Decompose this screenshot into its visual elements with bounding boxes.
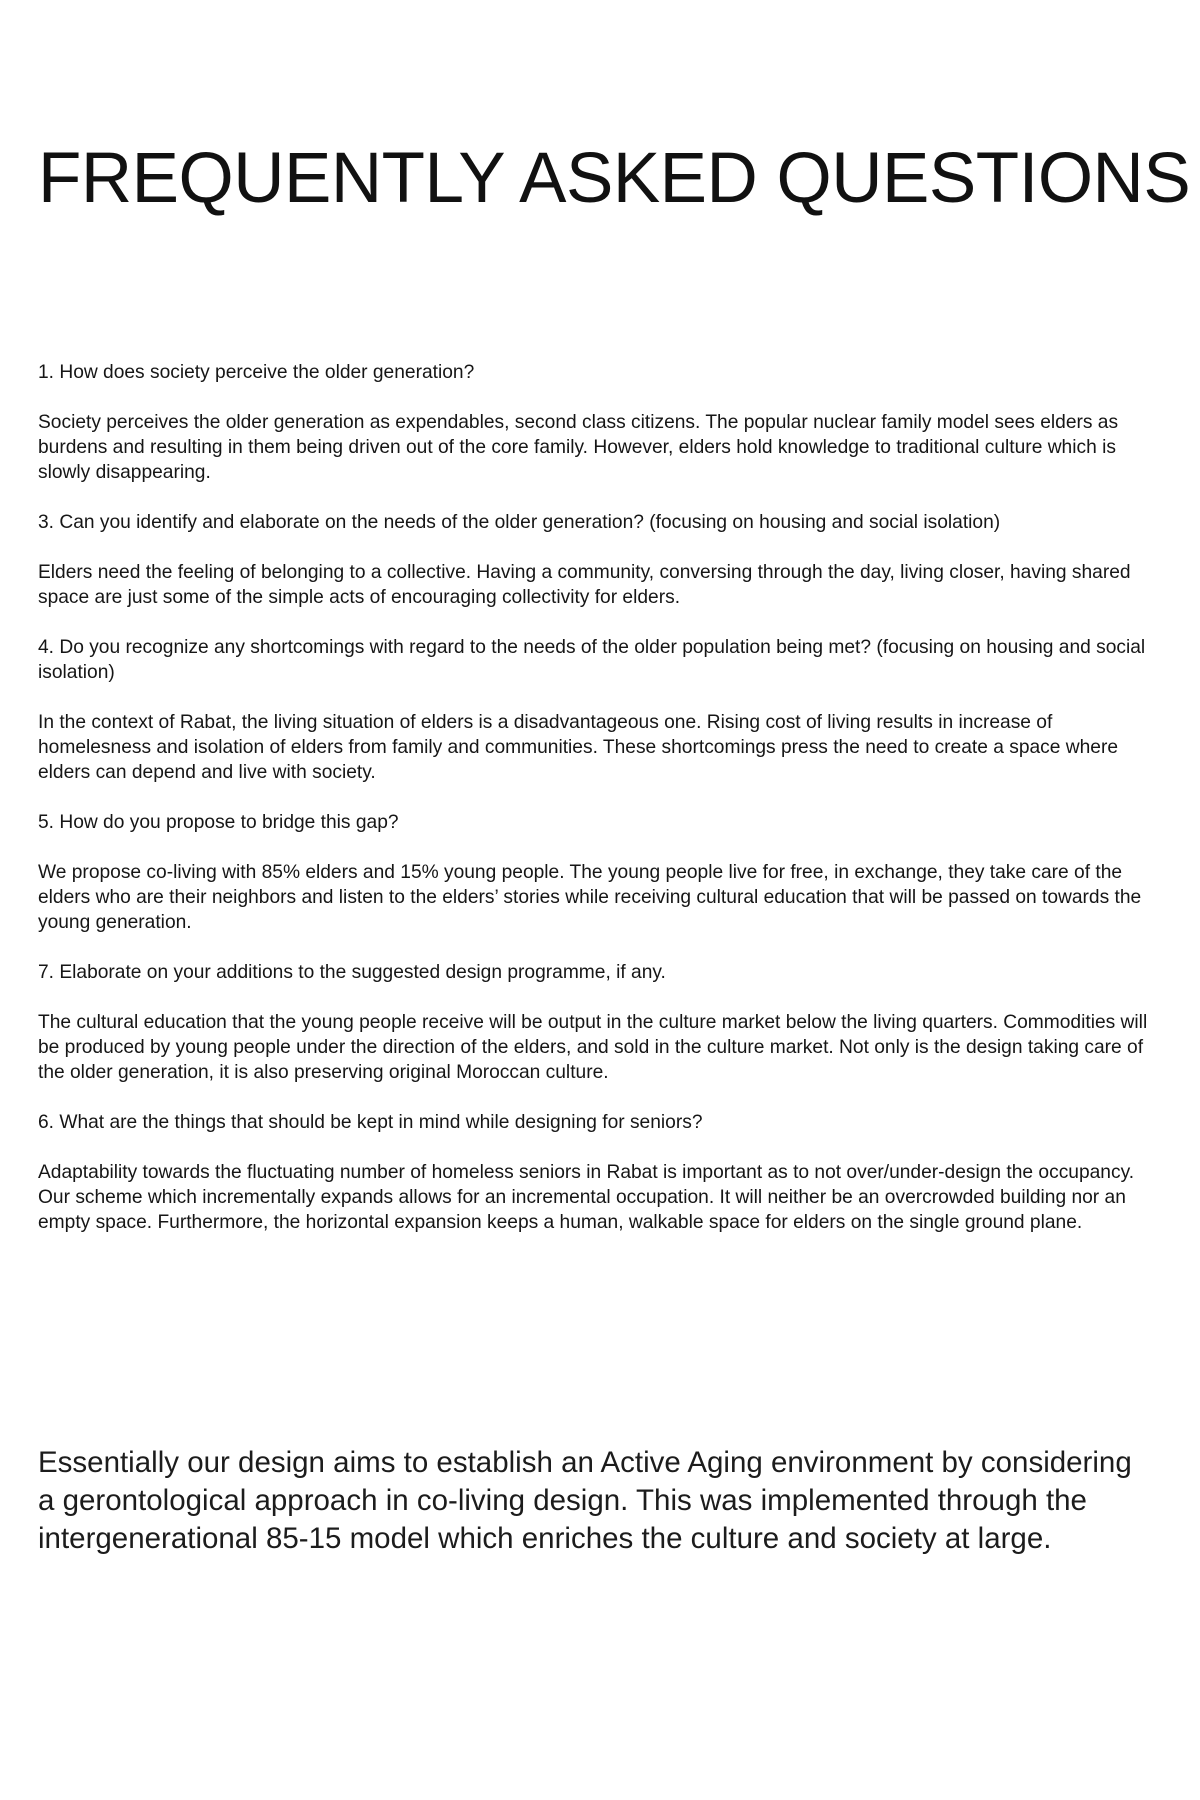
page-title: FREQUENTLY ASKED QUESTIONS [38, 139, 1191, 218]
faq-item [38, 510, 1168, 610]
faq-answer: Society perceives the older generation as expendables, second class citizens. The popular nuclear family model sees elders as burdens and resulting in them being driven out of the core family. However, elders hold knowledge to traditional culture which is slowly disappearing. [38, 412, 1119, 483]
faq-answer: Elders need the feeling of belonging to a collective. Having a community, conversing through the day, living closer, having shared space are just some of the simple acts of encouraging collectivity for elders. [38, 562, 1131, 608]
faq-item [38, 960, 1168, 1085]
faq-answer: The cultural education that the young people receive will be output in the culture market below the living quarters. Commodities will be produced by young people under the direction of the elders, and sold in the culture market. Not only is the design taking care of the older generation, it is also preserving original Moroccan culture. [38, 1012, 1148, 1083]
faq-answer: We propose co-living with 85% elders and 15% young people. The young people live for free, in exchange, they take care of the elders who are their neighbors and listen to the elders’ stories while receiving cultural education that will be passed on towards the young generation. [38, 862, 1142, 933]
faq-question: 7. Elaborate on your additions to the suggested design programme, if any. [38, 962, 666, 983]
faq-question: 1. How does society perceive the older generation? [38, 362, 475, 383]
closing-statement: Essentially our design aims to establish an Active Aging environment by considering a gerontological approach in co-living design. This was implemented through the intergenerational 85-15 model which enriches the culture and society at large. [38, 1446, 1132, 1555]
faq-answer: In the context of Rabat, the living situation of elders is a disadvantageous one. Rising cost of living results in increase of homelesness and isolation of elders from family and communities. These shortcomings press the need to create a space where elders can depend and live with society. [38, 712, 1119, 783]
faq-question: 5. How do you propose to bridge this gap? [38, 812, 399, 833]
faq-item [38, 1110, 1168, 1235]
faq-item [38, 810, 1168, 935]
faq-question: 4. Do you recognize any shortcomings with regard to the needs of the older population being met? (focusing on housing and social isolation) [38, 637, 1146, 683]
faq-item [38, 360, 1168, 485]
faq-item [38, 635, 1168, 785]
faq-answer: Adaptability towards the fluctuating number of homeless seniors in Rabat is important as to not over/under-design the occupancy. Our scheme which incrementally expands allows for an incremental occupation. It will neither be an overcrowded building nor an empty space. Furthermore, the horizontal expansion keeps a human, walkable space for elders on the single ground plane. [38, 1162, 1135, 1233]
faq-question: 6. What are the things that should be kept in mind while designing for seniors? [38, 1112, 703, 1133]
faq-question: 3. Can you identify and elaborate on the needs of the older generation? (focusing on housing and social isolation) [38, 512, 1001, 533]
faq-list [38, 360, 1168, 1260]
